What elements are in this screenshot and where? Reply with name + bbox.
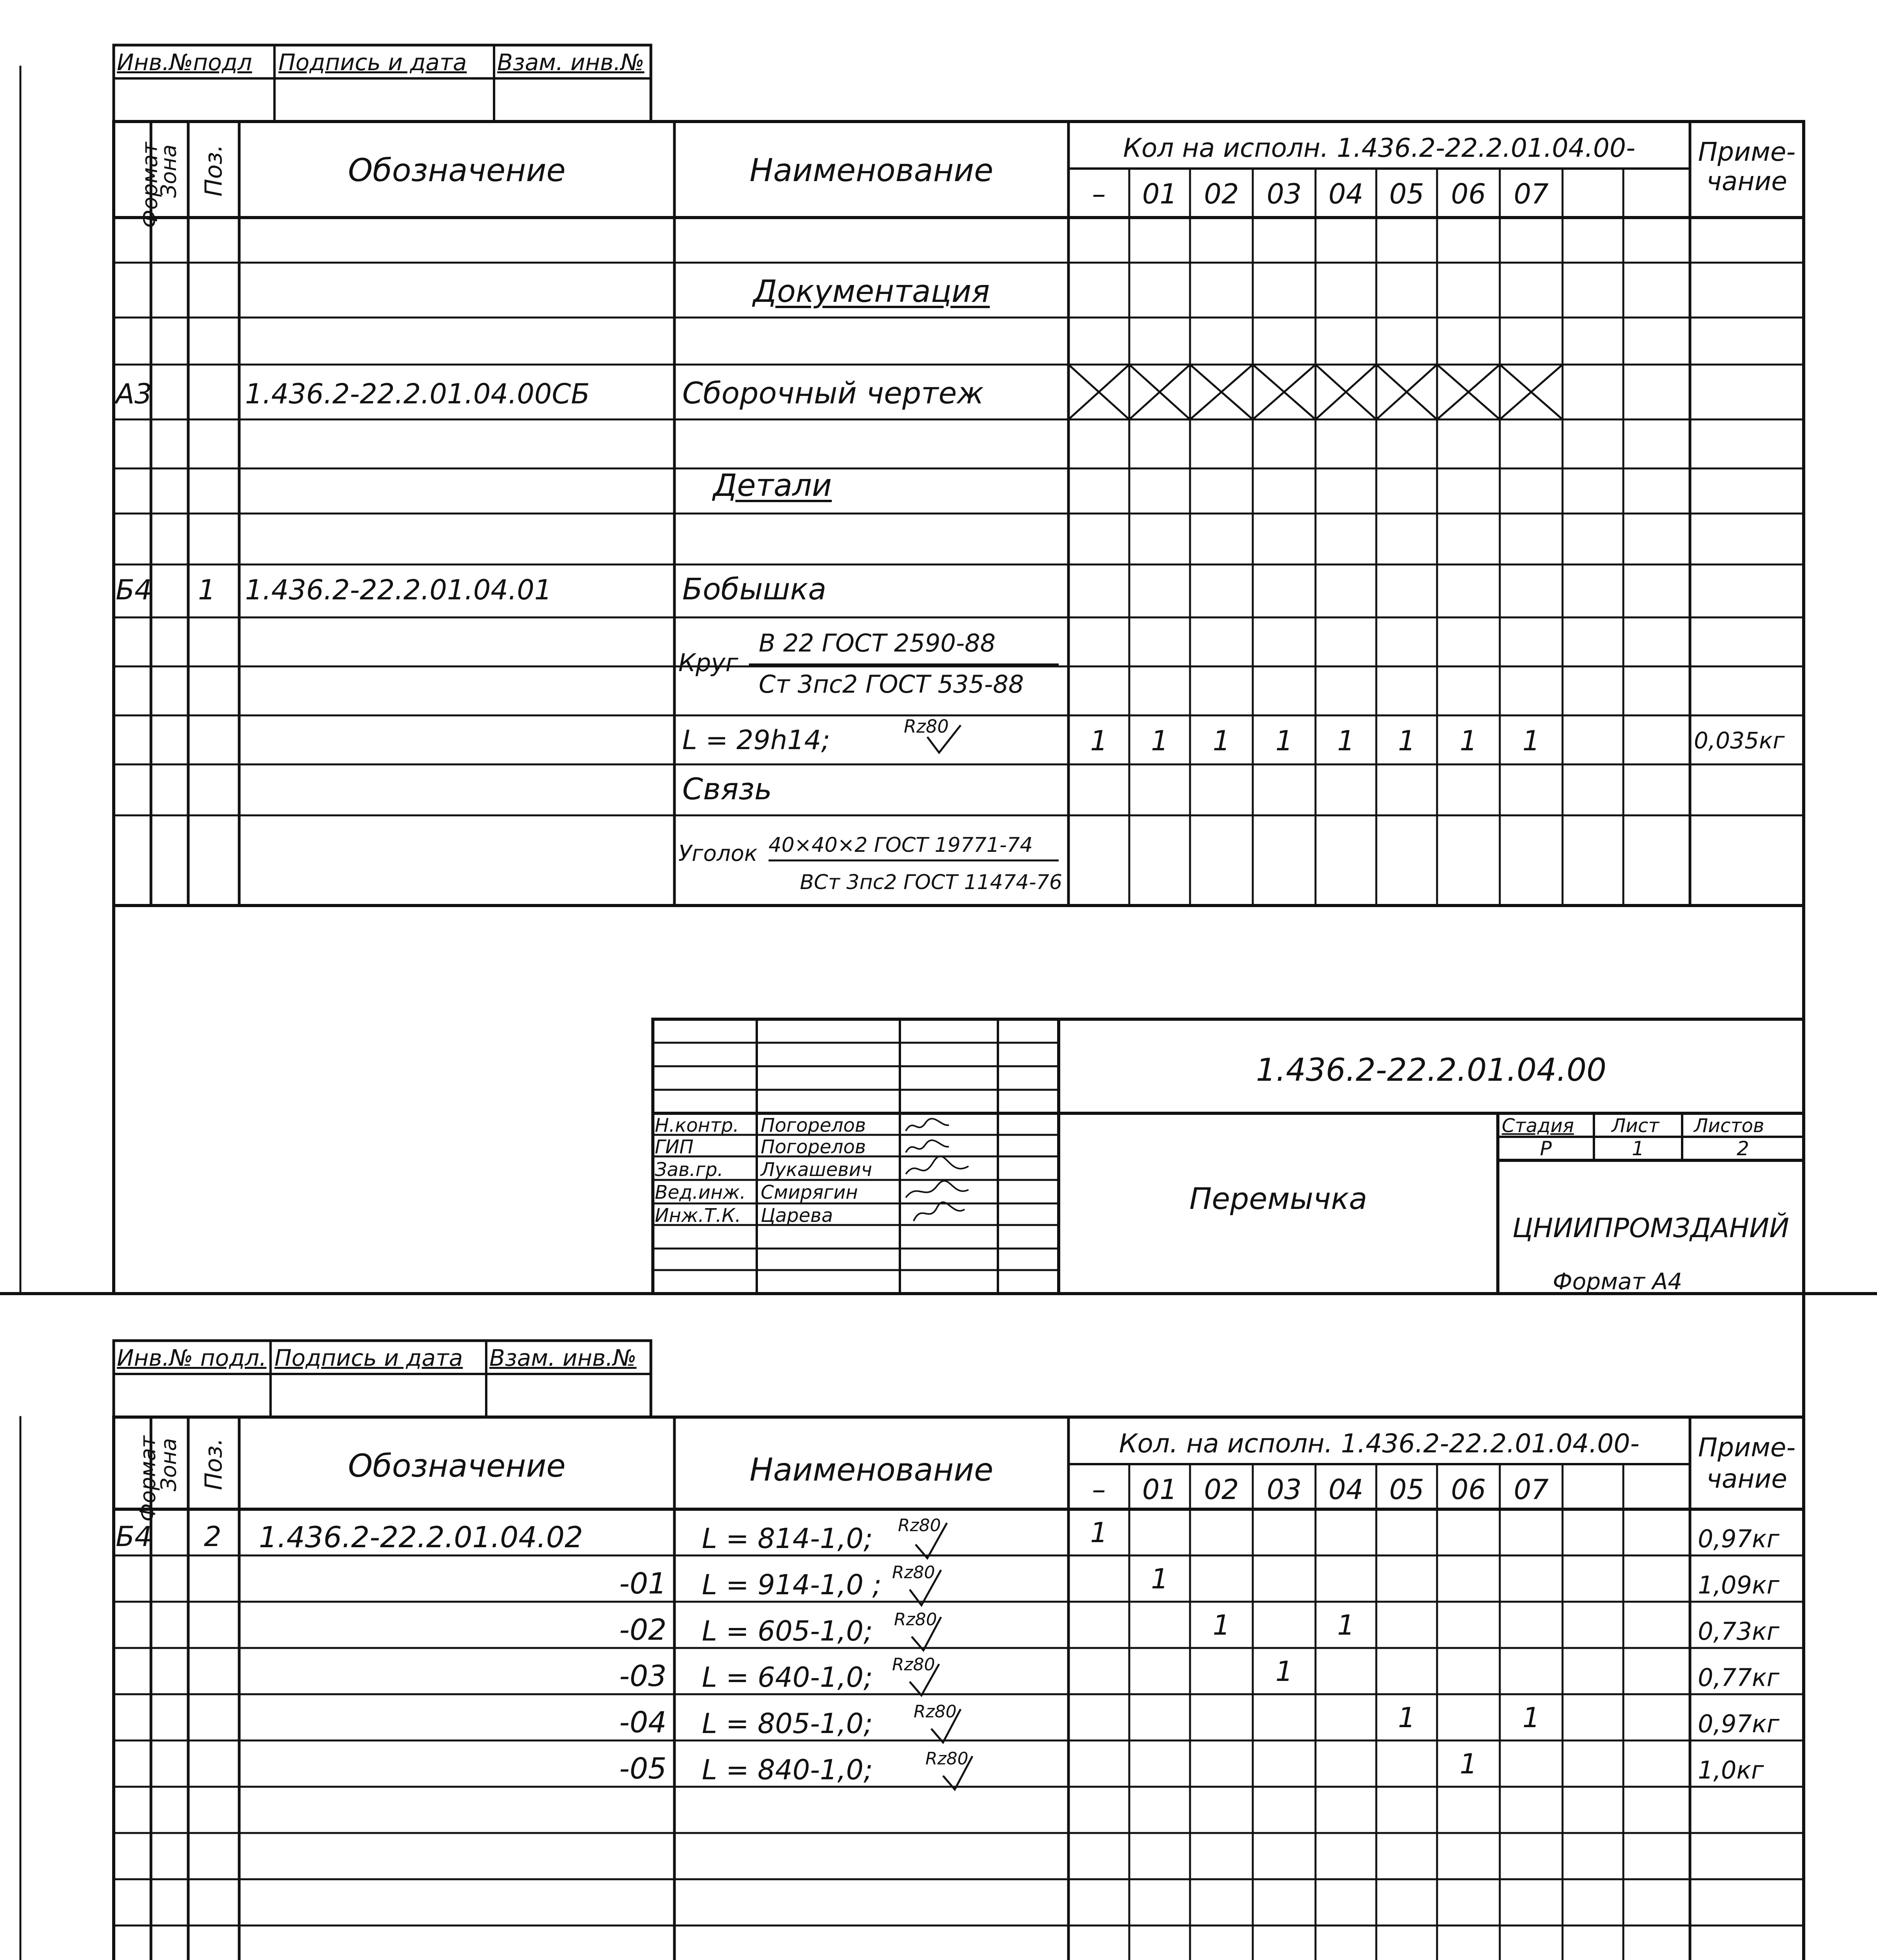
qty-cell: 1	[1090, 1517, 1108, 1549]
row-part-format: Б4	[116, 574, 152, 606]
row-part-designation: 1.436.2-22.2.01.04.01	[245, 574, 552, 606]
role: ГИП	[655, 1136, 694, 1158]
row-note: 0,77кг	[1698, 1663, 1780, 1692]
header-zona: Зона	[156, 1438, 181, 1492]
header-naimenovanie: Наименование	[749, 1452, 994, 1488]
row-length: L = 914-1,0 ;	[702, 1569, 882, 1601]
qty-cell: 1	[1522, 725, 1540, 757]
variant-header: 07	[1514, 178, 1549, 210]
ugolok-bottom: ВСт 3пс2 ГОСТ 11474-76	[800, 871, 1062, 894]
qty-cell: 1	[1151, 725, 1168, 757]
row-rz: Rz80	[898, 1515, 941, 1535]
header-zona: Зона	[156, 144, 181, 198]
qty-cell: 1	[1398, 725, 1415, 757]
sheet-value: 1	[1632, 1137, 1644, 1160]
variant-header: –	[1092, 178, 1106, 210]
qty-cell: 1	[1522, 1702, 1540, 1734]
header-kol: Кол на исполн. 1.436.2-22.2.01.04.00-	[1123, 133, 1635, 163]
signer-name: Лукашевич	[761, 1159, 872, 1181]
header-poz: Поз.	[200, 1438, 227, 1490]
row-note: 0,73кг	[1698, 1617, 1780, 1646]
header-format: Формат	[135, 1436, 160, 1522]
sheets-header: Листов	[1694, 1115, 1764, 1137]
row-rz: Rz80	[894, 1610, 937, 1630]
row-length: L = 840-1,0;	[702, 1754, 873, 1786]
variant-header: 04	[1328, 1474, 1364, 1506]
role: Инж.Т.К.	[655, 1205, 741, 1227]
row-rz: Rz80	[914, 1702, 957, 1722]
qty-cell: 1	[1212, 1609, 1230, 1641]
variant-header: 03	[1266, 1474, 1302, 1506]
part-note: 0,035кг	[1694, 727, 1785, 754]
row-length: L = 814-1,0;	[702, 1523, 873, 1555]
variant-header: –	[1092, 1474, 1106, 1506]
part-rz: Rz80	[904, 716, 949, 737]
variant-header: 05	[1389, 178, 1425, 210]
header-prim-2: чание	[1706, 166, 1788, 196]
header-prim-2: чание	[1706, 1464, 1788, 1494]
row-length: L = 605-1,0;	[702, 1615, 873, 1647]
organization: ЦНИИПРОМЗДАНИЙ	[1512, 1213, 1790, 1244]
part-length: L = 29h14;	[682, 725, 830, 756]
document-title: Перемычка	[1189, 1181, 1367, 1216]
role: Вед.инж.	[655, 1181, 746, 1203]
variant-header: 05	[1389, 1474, 1425, 1506]
row-note: 0,97кг	[1698, 1524, 1780, 1553]
signer-name: Погорелов	[761, 1136, 866, 1158]
row-note: 1,09кг	[1698, 1571, 1780, 1599]
row-format: Б4	[116, 1521, 152, 1553]
krug-top: В 22 ГОСТ 2590-88	[759, 629, 996, 657]
header-prim: Приме-	[1698, 137, 1796, 167]
link-label: Связь	[682, 771, 772, 806]
row-designation: -05	[619, 1752, 667, 1786]
stamp-inv-podl: Инв.№подл	[117, 49, 252, 76]
krug-bottom: Ст 3пс2 ГОСТ 535-88	[759, 670, 1024, 699]
format-label: Формат А4	[1553, 1268, 1683, 1295]
stamp-inv-podl: Инв.№ подл.	[117, 1345, 267, 1371]
ugolok-top: 40×40×2 ГОСТ 19771-74	[769, 833, 1033, 857]
row-a3-format: А3	[116, 378, 152, 410]
row-designation: -03	[619, 1659, 667, 1693]
signer-name: Погорелов	[761, 1114, 866, 1136]
variant-header: 01	[1142, 178, 1177, 210]
row-length: L = 640-1,0;	[702, 1661, 873, 1693]
row-part-poz: 1	[198, 574, 216, 606]
row-rz: Rz80	[925, 1749, 968, 1769]
qty-cell: 1	[1337, 725, 1355, 757]
stage-value: Р	[1540, 1137, 1552, 1160]
variant-header: 01	[1142, 1474, 1177, 1506]
variant-header: 06	[1451, 1474, 1486, 1506]
qty-cell: 1	[1275, 1655, 1293, 1688]
qty-cell: 1	[1090, 725, 1108, 757]
variant-header: 03	[1266, 178, 1302, 210]
variant-header: 02	[1204, 178, 1239, 210]
qty-cell: 1	[1151, 1563, 1168, 1595]
ugolok-label: Уголок	[678, 841, 758, 866]
stage-header: Стадия	[1502, 1115, 1574, 1137]
row-length: L = 805-1,0;	[702, 1708, 873, 1740]
header-poz: Поз.	[200, 144, 227, 197]
header-naimenovanie: Наименование	[749, 152, 994, 189]
sheet-header: Лист	[1612, 1115, 1659, 1137]
header-prim: Приме-	[1698, 1432, 1796, 1463]
qty-cell: 1	[1275, 725, 1293, 757]
signer-name: Царева	[761, 1205, 833, 1227]
sheets-value: 2	[1737, 1137, 1749, 1160]
qty-cell: 1	[1212, 725, 1230, 757]
row-a3-designation: 1.436.2-22.2.01.04.00СБ	[245, 378, 590, 410]
signatures	[902, 1115, 996, 1225]
header-format: Формат	[137, 142, 162, 228]
header-oboznachenie: Обозначение	[348, 152, 566, 189]
stamp-vzam: Взам. инв.№	[489, 1345, 637, 1371]
row-a3-name: Сборочный чертеж	[682, 376, 984, 410]
header-kol: Кол. на исполн. 1.436.2-22.2.01.04.00-	[1119, 1428, 1640, 1459]
row-part-name: Бобышка	[682, 572, 827, 606]
row-note: 1,0кг	[1698, 1756, 1764, 1784]
section-documentation: Документация	[753, 274, 990, 309]
variant-header: 07	[1514, 1474, 1549, 1506]
header-oboznachenie: Обозначение	[348, 1448, 566, 1484]
row-rz: Rz80	[892, 1563, 935, 1583]
qty-cell: 1	[1398, 1702, 1415, 1734]
role: Зав.гр.	[655, 1159, 723, 1181]
row-designation: 1.436.2-22.2.01.04.02	[259, 1521, 583, 1554]
row-designation: -04	[619, 1706, 667, 1739]
variant-header: 06	[1451, 178, 1486, 210]
qty-cell: 1	[1337, 1609, 1355, 1641]
variant-header: 02	[1204, 1474, 1239, 1506]
row-rz: Rz80	[892, 1655, 935, 1675]
qty-cell: 1	[1459, 725, 1477, 757]
stamp-podpis: Подпись и дата	[278, 49, 467, 76]
stamp-podpis: Подпись и дата	[274, 1345, 463, 1371]
title-code: 1.436.2-22.2.01.04.00	[1256, 1052, 1607, 1088]
krug-label: Круг	[678, 648, 738, 677]
qty-cell: 1	[1459, 1748, 1477, 1780]
role: Н.контр.	[655, 1114, 739, 1136]
row-designation: -02	[619, 1613, 667, 1647]
row-note: 0,97кг	[1698, 1710, 1780, 1738]
signer-name: Смирягин	[761, 1181, 858, 1203]
variant-header: 04	[1328, 178, 1364, 210]
stamp-vzam: Взам. инв.№	[497, 49, 645, 76]
row-designation: -01	[619, 1567, 667, 1601]
section-parts: Детали	[713, 468, 832, 503]
row-poz: 2	[204, 1521, 222, 1553]
